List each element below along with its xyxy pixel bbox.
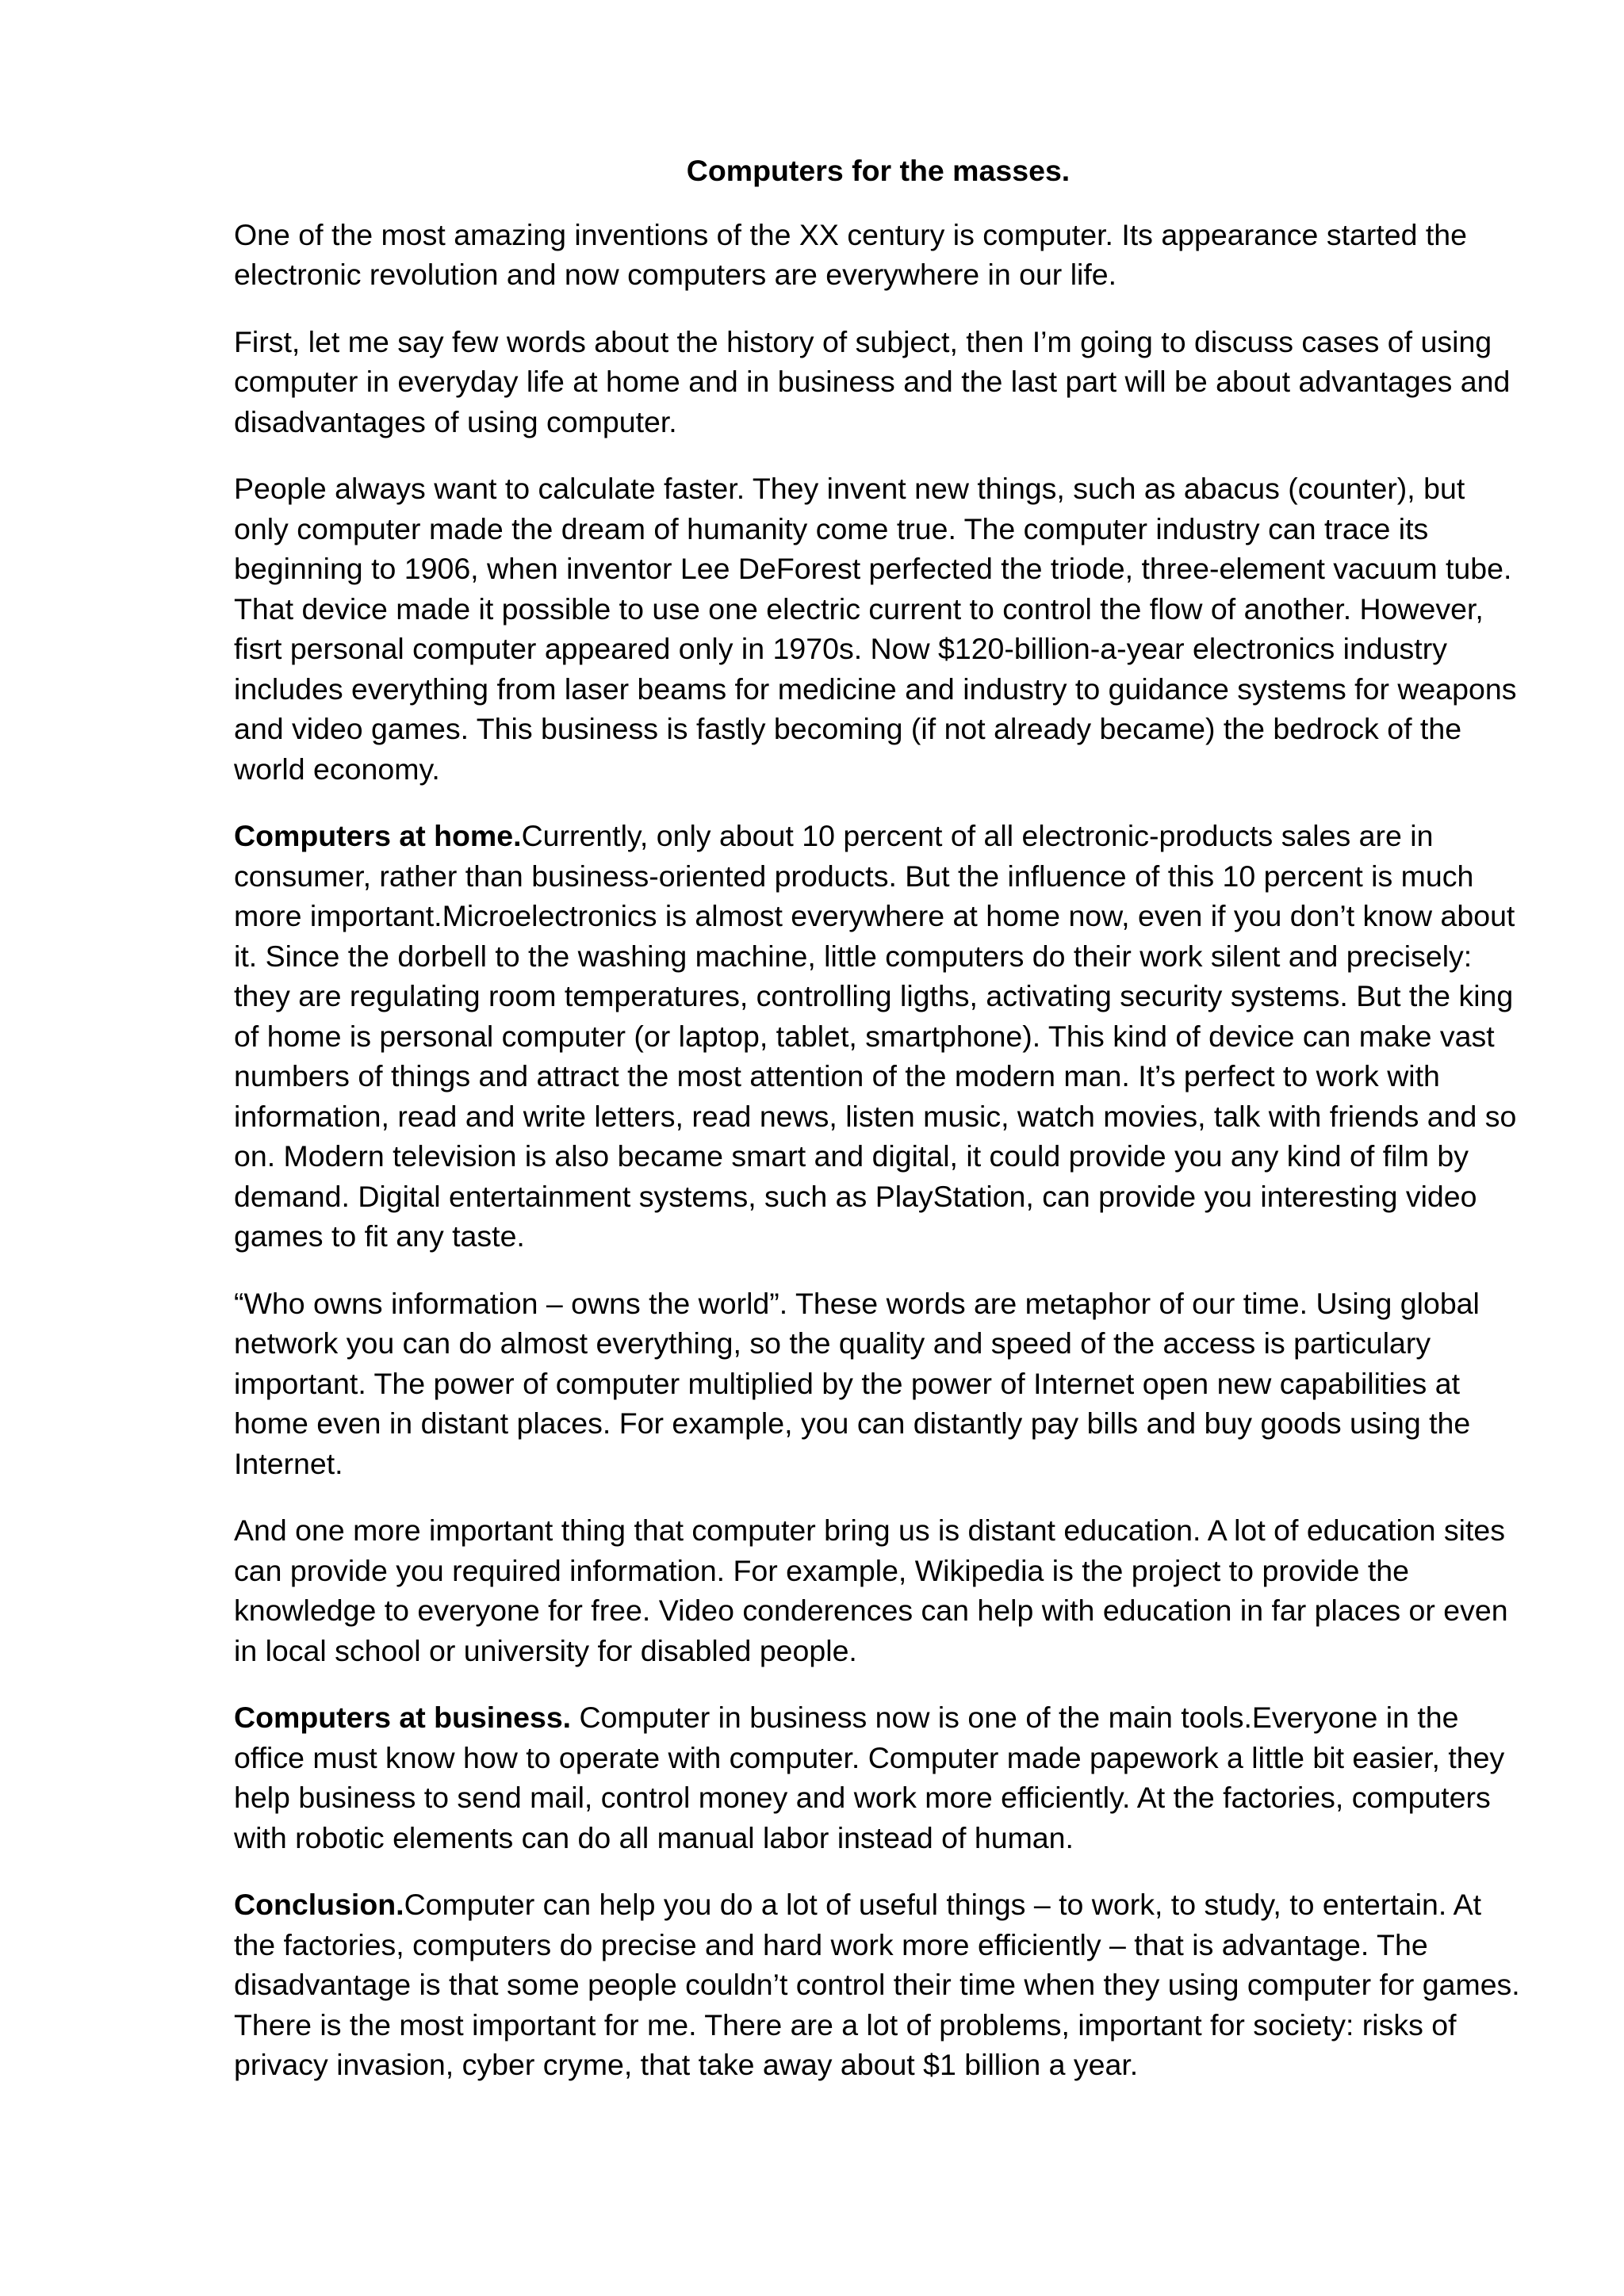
paragraph-text: And one more important thing that computer bring us is distant education. A lot of education sites can provide you required information. For example, Wikipedia is the project to provide the knowledge to everyone for free. Video conderences can help with education in far places or even in local school or university for disabled people. [234,1513,1508,1667]
document-title: Computers for the masses. [686,154,1071,187]
paragraph-text: Computer can help you do a lot of useful things – to work, to study, to entertain. At the factories, computers do precise and hard work more efficiently – that is advantage. The disadvantage is that some people couldn’t control their time when they using computer for games. There is the most important for me. There are a lot of problems, important for society: risks of privacy invasion, cyber cryme, that take away about $1 billion a year. [234,1888,1520,2081]
section-heading-business: Computers at business. [234,1701,572,1734]
paragraph-text: “Who owns information – owns the world”. These words are metaphor of our time. Using global network you can do almost everything, so the quality and speed of the access is particulary important. The power of computer multiplied by the power of Internet open new capabilities at home even in distant places. For example, you can distantly pay bills and buy goods using the Internet. [234,1286,1480,1480]
paragraph-text: One of the most amazing inventions of the XX century is computer. Its appearance started the electronic revolution and now computers are everywhere in our life. [234,217,1468,291]
paragraph-outline [234,322,1522,442]
section-heading-home: Computers at home. [234,819,522,852]
paragraph-education [234,1510,1522,1670]
paragraph-intro [234,215,1522,295]
paragraph-text: Computer in business now is one of the main tools.Everyone in the office must know how to operate with computer. Computer made papework a little bit easier, they help business to send mail, control money and work more efficiently. At the factories, computers with robotic elements can do all manual labor instead of human. [234,1701,1505,1854]
paragraph-text: People always want to calculate faster. They invent new things, such as abacus (counter), but only computer made the dream of humanity come true. The computer industry can trace its beginning to 1906, when inventor Lee DeForest perfected the triode, three-element vacuum tube. That device made it possible to use one electric current to control the flow of another. However, fisrt personal computer appeared only in 1970s. Now $120-billion-a-year electronics industry includes everything from laser beams for medicine and industry to guidance systems for weapons and video games. This business is fastly becoming (if not already became) the bedrock of the world economy. [234,472,1517,786]
paragraph-computers-at-home [234,816,1522,1257]
paragraph-text: First, let me say few words about the history of subject, then I’m going to discuss cases of using computer in everyday life at home and in business and the last part will be about advantages and disadvantages of using computer. [234,324,1511,438]
paragraph-history [234,469,1522,789]
paragraph-information [234,1284,1522,1484]
document-body [234,151,1522,2112]
paragraph-computers-at-business [234,1697,1522,1858]
paragraph-text: Currently, only about 10 percent of all electronic-products sales are in consumer, rather than business-oriented products. But the influence of this 10 percent is much more important.Microelectronics is almost everywhere at home now, even if you don’t know about it. Since the dorbell to the washing machine, little computers do their work silent and precisely: they are regulating room temperatures, controlling ligths, activating security systems. But the king of home is personal computer (or laptop, tablet, smartphone). This kind of device can make vast numbers of things and attract the most attention of the modern man. It’s perfect to work with information, read and write letters, read news, listen music, watch movies, talk with friends and so on. Modern television is also became smart and digital, it could provide you any kind of film by demand. Digital entertainment systems, such as PlayStation, can provide you interesting video games to fit any taste. [234,819,1517,1253]
section-heading-conclusion: Conclusion. [234,1888,404,1921]
paragraph-conclusion [234,1885,1522,2085]
